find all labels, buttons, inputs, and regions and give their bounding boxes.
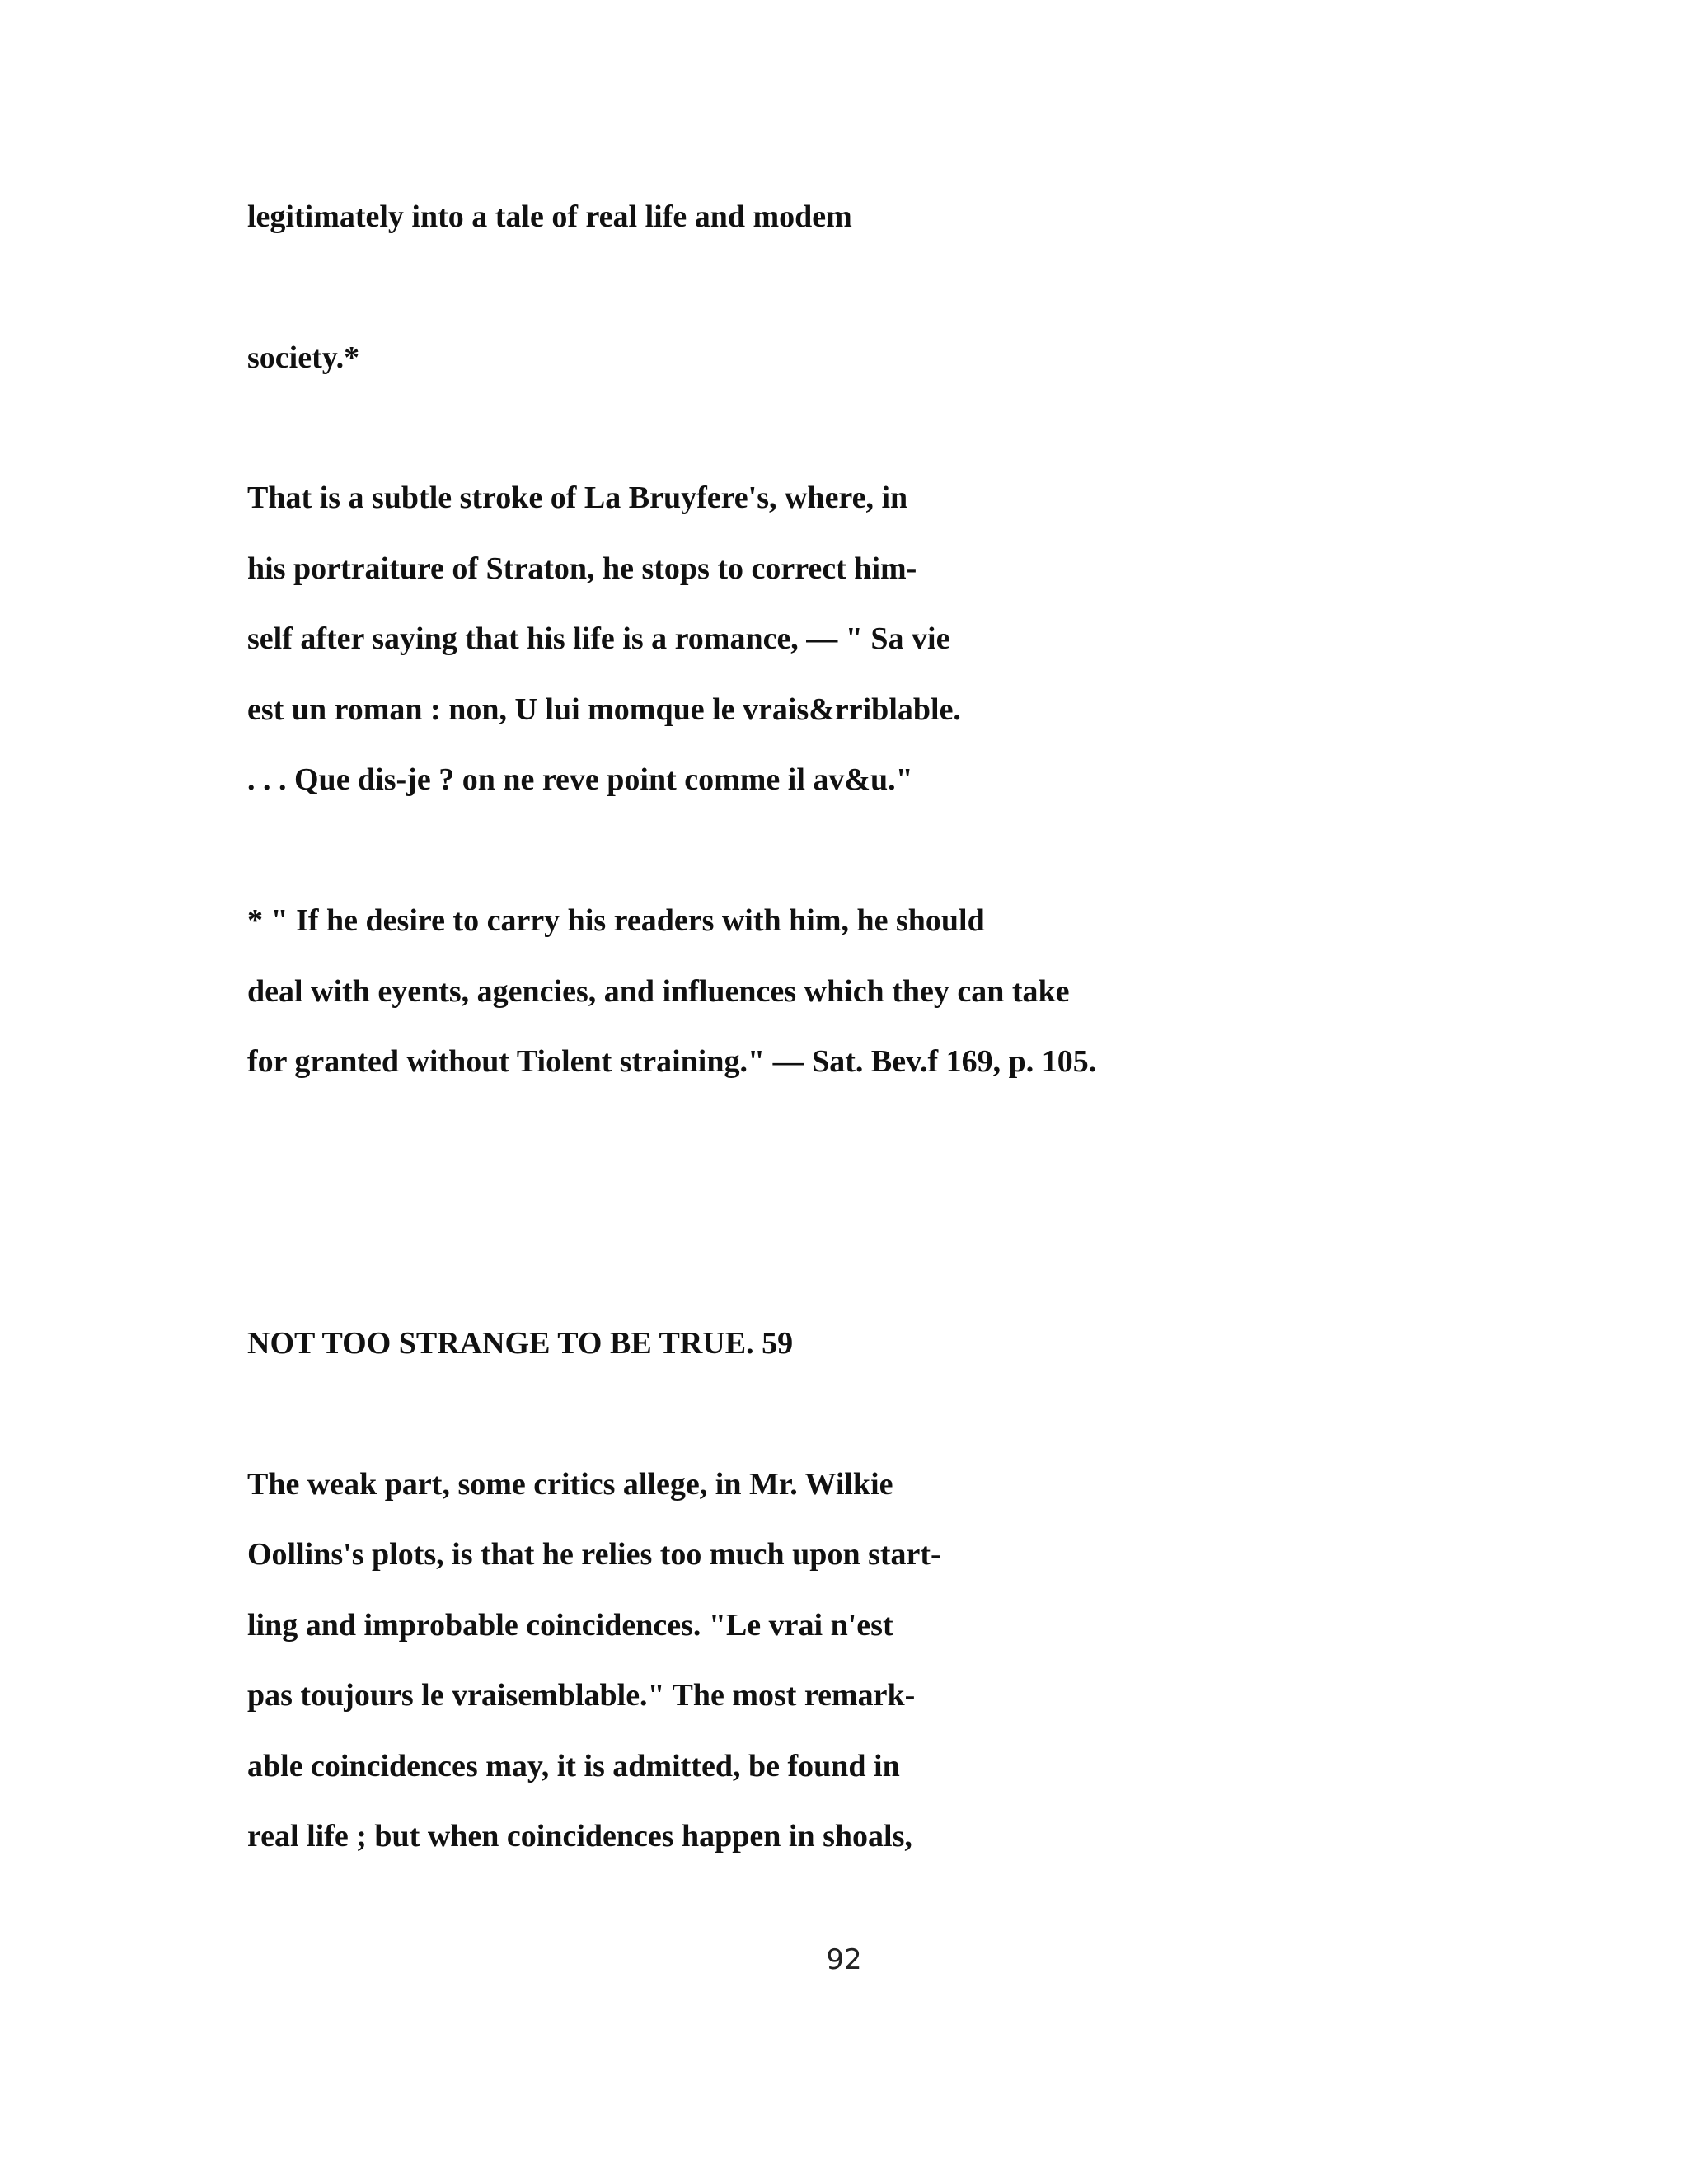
text-line: society.* [247, 340, 360, 375]
running-header: NOT TOO STRANGE TO BE TRUE. 59 [247, 1326, 794, 1361]
text-line: legitimately into a tale of real life and modem [247, 199, 852, 234]
text-line: The weak part, some critics allege, in Mr. Wilkie [247, 1467, 893, 1502]
text-line: est un roman : non, U lui momque le vrais&rriblable. [247, 692, 961, 727]
text-line: That is a subtle stroke of La Bruyfere's, where, in [247, 480, 908, 515]
footnote-line: deal with eyents, agencies, and influences which they can take [247, 974, 1070, 1009]
footnote-line: for granted without Tiolent straining." — Sat. Bev.f 169, p. 105. [247, 1044, 1097, 1079]
text-line: self after saying that his life is a romance, — " Sa vie [247, 621, 950, 656]
text-line: ling and improbable coincidences. "Le vrai n'est [247, 1608, 893, 1643]
text-line: pas toujours le vraisemblable." The most remark- [247, 1678, 916, 1713]
footnote-line: * " If he desire to carry his readers with him, he should [247, 903, 985, 938]
text-line: Oollins's plots, is that he relies too much upon start- [247, 1537, 941, 1572]
text-line: real life ; but when coincidences happen in shoals, [247, 1819, 912, 1854]
text-line: his portraiture of Straton, he stops to correct him- [247, 551, 917, 586]
page-number: 92 [826, 1943, 862, 1976]
text-line: able coincidences may, it is admitted, be found in [247, 1749, 900, 1783]
text-line: . . . Que dis-je ? on ne reve point comme il av&u." [247, 762, 913, 797]
